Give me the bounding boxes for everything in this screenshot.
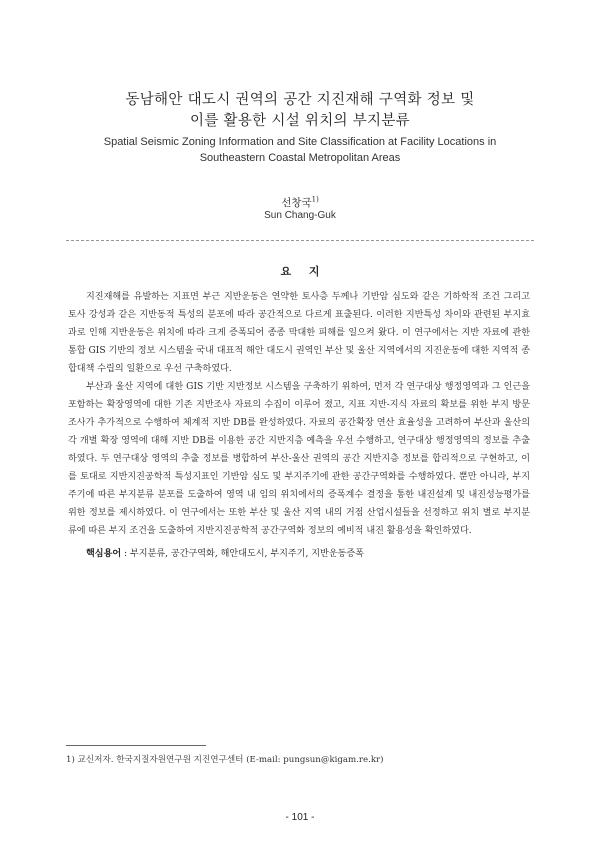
paper-title-english — [0, 134, 600, 166]
footnote-rule — [66, 745, 206, 746]
footnote: 1) 교신저자. 한국지질자원연구원 지진연구센터 (E-mail: pungsun@kigam.re.kr) — [66, 755, 384, 765]
keywords-separator: : — [121, 549, 130, 559]
title-english-line-1: Spatial Seismic Zoning Information and Site Classification at Facility Locations in — [103, 136, 497, 148]
author-korean-name: 선창국 — [281, 197, 312, 209]
abstract-paragraph-2: 부산과 울산 지역에 대한 GIS 기반 지반정보 시스템을 구축하기 위하여, 먼저 각 연구대상 행정영역과 그 인근을 포함하는 확장영역에 대한 기존 지반조사 자료의 수집이 이루어 졌고, 지표 지반-지식 자료의 확보를 위한 부지 방문조사가 추가적으로 수행하여 체계적 지반 DB를 완성하였다. 자료의 공간확장 연산 효율성을 고려하여 부산과 울산의 각 개별 확장 영역에 대해 지반 DB를 이용한 공간 지반지층 예측을 우선 수행하고, 연구대상 행정영역의 정보를 추출하였다. 두 연구대상 영역의 추출 정보를 병합하여 부산-울산 권역의 공간 지반지층 정보를 합리적으로 구현하고, 이를 토대로 지반지진공학적 특성지표인 기반암 심도 및 부지주기에 관한 공간구역화를 수행하였다. 뿐만 아니라, 부지주기에 따른 부지분류 분포를 도출하여 영역 내 임의 위치에서의 증폭계수 결정을 통한 내진설계 및 내진성능평가를 위한 정보를 제시하였다. 이 연구에서는 또한 부산 및 울산 지역 내의 거점 산업시설들을 선정하고 위치 별로 부지분류에 따른 부지 조건을 도출하여 지반지진공학적 공간구역화 정보의 예비적 내진 활용성을 확인하였다. — [68, 382, 530, 536]
title-korean-line-2: 이를 활용한 시설 위치의 부지분류 — [190, 113, 410, 129]
keywords-label: 핵심용어 — [86, 548, 122, 558]
paper-title-korean — [0, 90, 600, 132]
abstract-heading: 요 지 — [280, 265, 320, 278]
abstract-paragraph-1: 지진재해를 유발하는 지표면 부근 지반운동은 연약한 토사층 두께나 기반암 심도와 같은 기하학적 조건 그리고 토사 강성과 같은 지반동적 특성의 분포에 따라 공간적으로 다르게 표출된다. 이러한 지반특성 차이와 관련된 부지효과로 인해 지반운동은 위치에 따라 크게 증폭되어 종종 막대한 피해를 일으켜 왔다. 이 연구에서는 지반 자료에 관한 통합 GIS 기반의 정보 시스템을 국내 대표적 해안 대도시 권역인 부산 및 울산 지역에서의 지진운동에 대한 지역적 종합대책 수립의 일환으로 우선 구축하였다. — [68, 292, 530, 374]
author-english: Sun Chang-Guk — [264, 210, 336, 221]
title-korean-line-1: 동남해안 대도시 권역의 공간 지진재해 구역화 정보 및 — [125, 92, 475, 108]
keywords — [86, 545, 526, 562]
page-number: - 101 - — [285, 812, 315, 823]
title-english-line-2: Southeastern Coastal Metropolitan Areas — [199, 152, 401, 164]
section-divider — [66, 240, 534, 241]
author-korean — [0, 195, 600, 210]
author-footnote-mark[interactable]: 1) — [311, 195, 319, 204]
keywords-text: 부지분류, 공간구역화, 해안대도시, 부지주기, 지반운동증폭 — [130, 549, 364, 559]
abstract-body — [68, 288, 530, 540]
